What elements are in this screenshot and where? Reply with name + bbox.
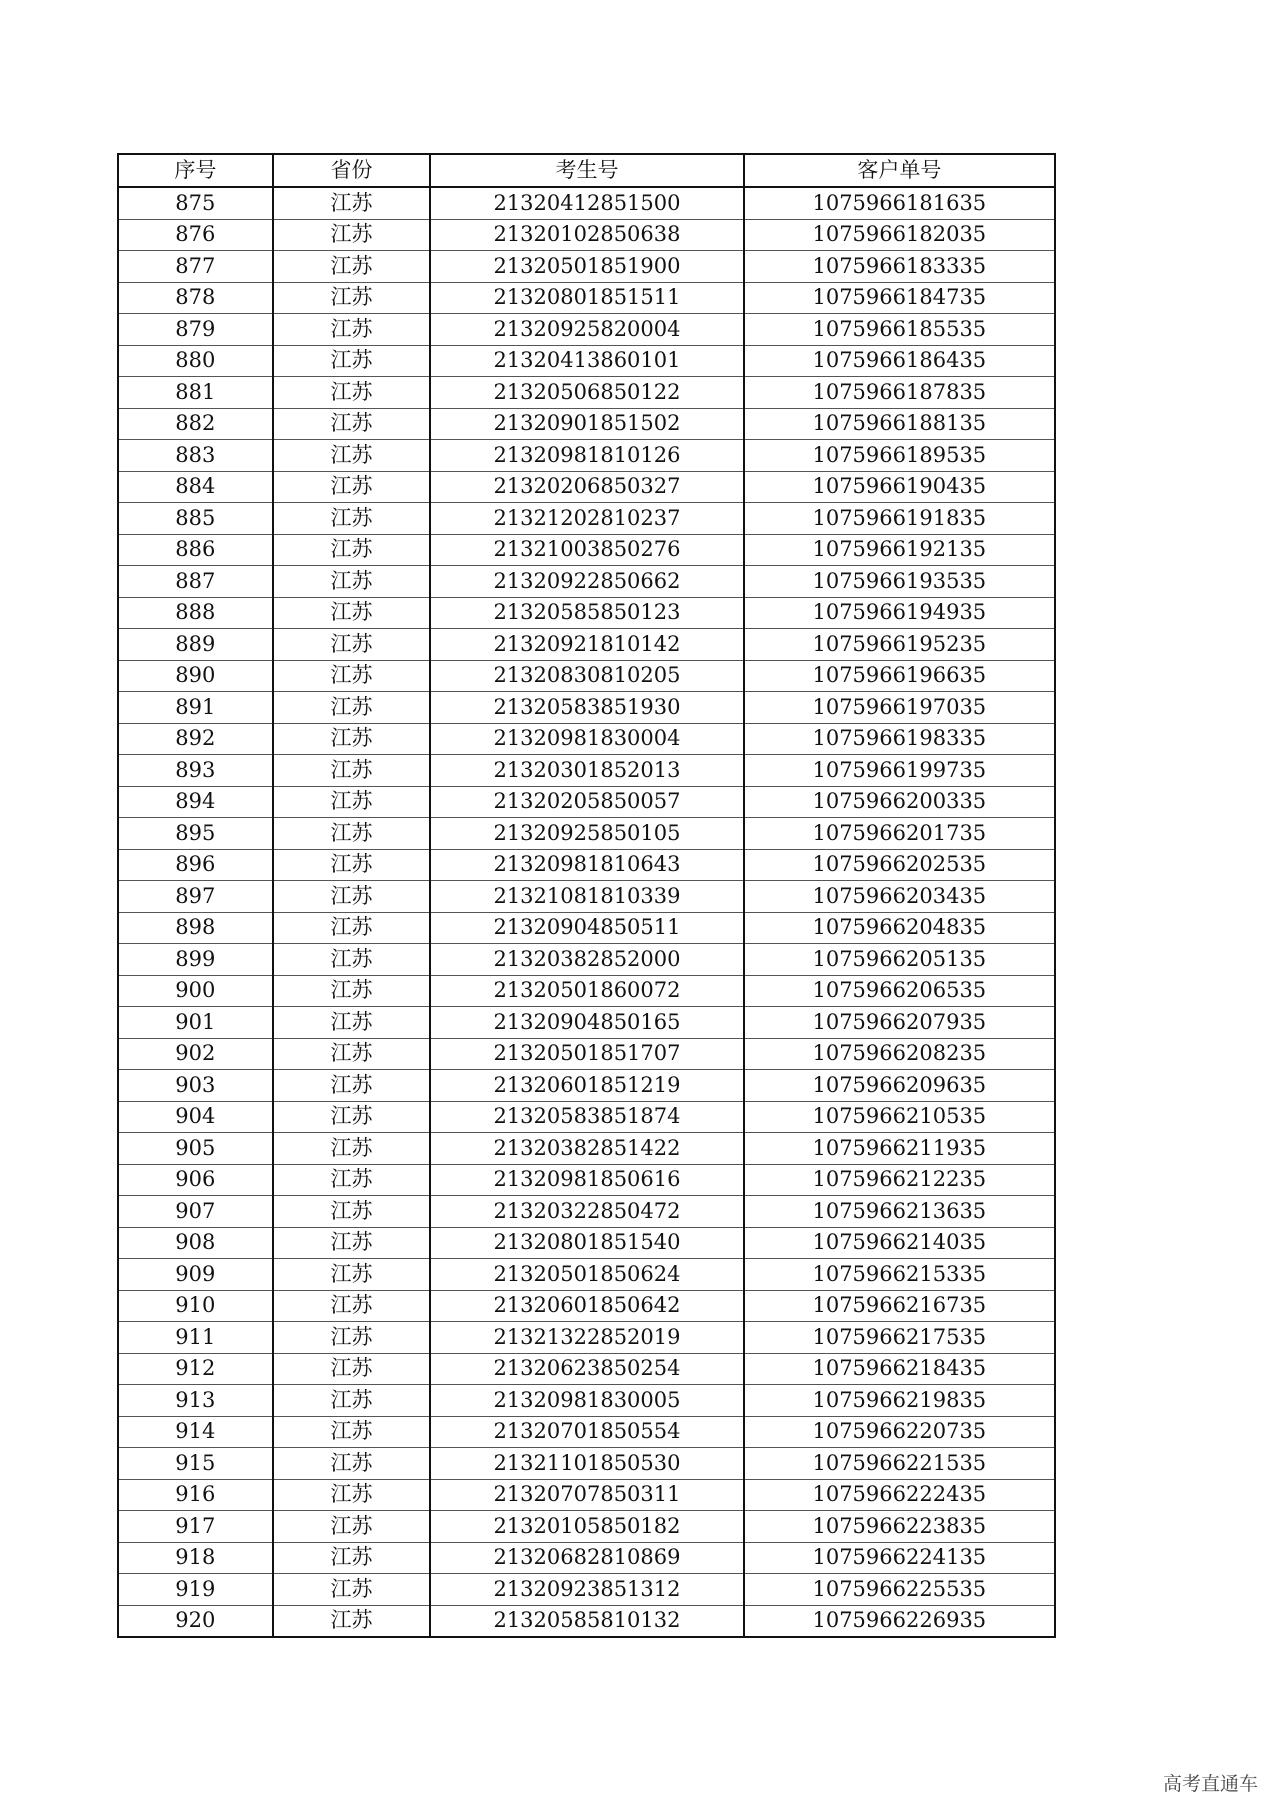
- cell-province: 江苏: [273, 818, 431, 850]
- cell-order-number: 1075966203435: [744, 881, 1055, 913]
- cell-province: 江苏: [273, 566, 431, 598]
- cell-province: 江苏: [273, 440, 431, 472]
- table-row: [118, 849, 1055, 881]
- table-row: [118, 881, 1055, 913]
- cell-order-number: 1075966221535: [744, 1448, 1055, 1480]
- cell-exam-number: 21320981830005: [430, 1385, 743, 1417]
- cell-province: 江苏: [273, 1227, 431, 1259]
- cell-exam-number: 21320981830004: [430, 723, 743, 755]
- table-row: [118, 755, 1055, 787]
- cell-province: 江苏: [273, 377, 431, 409]
- table-row: [118, 408, 1055, 440]
- cell-province: 江苏: [273, 1353, 431, 1385]
- table-row: [118, 786, 1055, 818]
- header-province: 省份: [273, 154, 431, 187]
- cell-exam-number: 21321003850276: [430, 534, 743, 566]
- cell-province: 江苏: [273, 219, 431, 251]
- table-row: [118, 1227, 1055, 1259]
- table-row: [118, 1290, 1055, 1322]
- cell-province: 江苏: [273, 1542, 431, 1574]
- cell-order-number: 1075966201735: [744, 818, 1055, 850]
- cell-order-number: 1075966212235: [744, 1164, 1055, 1196]
- cell-seq: 878: [118, 282, 273, 314]
- cell-order-number: 1075966215335: [744, 1259, 1055, 1291]
- cell-order-number: 1075966222435: [744, 1479, 1055, 1511]
- table-row: [118, 1322, 1055, 1354]
- cell-seq: 911: [118, 1322, 273, 1354]
- cell-exam-number: 21320921810142: [430, 629, 743, 661]
- cell-exam-number: 21320501860072: [430, 975, 743, 1007]
- cell-seq: 879: [118, 314, 273, 346]
- cell-exam-number: 21320322850472: [430, 1196, 743, 1228]
- cell-seq: 905: [118, 1133, 273, 1165]
- cell-order-number: 1075966192135: [744, 534, 1055, 566]
- cell-seq: 920: [118, 1605, 273, 1637]
- cell-seq: 894: [118, 786, 273, 818]
- table-row: [118, 251, 1055, 283]
- cell-order-number: 1075966187835: [744, 377, 1055, 409]
- cell-seq: 909: [118, 1259, 273, 1291]
- table-row: [118, 1448, 1055, 1480]
- table-body: [118, 187, 1055, 1637]
- cell-seq: 906: [118, 1164, 273, 1196]
- table-row: [118, 1605, 1055, 1637]
- cell-exam-number: 21320623850254: [430, 1353, 743, 1385]
- cell-province: 江苏: [273, 1574, 431, 1606]
- cell-exam-number: 21320382851422: [430, 1133, 743, 1165]
- table-row: [118, 503, 1055, 535]
- cell-order-number: 1075966186435: [744, 345, 1055, 377]
- data-table: [117, 153, 1056, 1638]
- table-row: [118, 1479, 1055, 1511]
- cell-order-number: 1075966202535: [744, 849, 1055, 881]
- cell-province: 江苏: [273, 314, 431, 346]
- table-row: [118, 1196, 1055, 1228]
- cell-order-number: 1075966198335: [744, 723, 1055, 755]
- cell-exam-number: 21321081810339: [430, 881, 743, 913]
- cell-order-number: 1075966197035: [744, 692, 1055, 724]
- cell-seq: 901: [118, 1007, 273, 1039]
- cell-seq: 885: [118, 503, 273, 535]
- cell-order-number: 1075966207935: [744, 1007, 1055, 1039]
- table-row: [118, 1101, 1055, 1133]
- cell-order-number: 1075966214035: [744, 1227, 1055, 1259]
- cell-exam-number: 21320501851900: [430, 251, 743, 283]
- cell-seq: 893: [118, 755, 273, 787]
- cell-seq: 884: [118, 471, 273, 503]
- table-row: [118, 975, 1055, 1007]
- cell-seq: 880: [118, 345, 273, 377]
- cell-order-number: 1075966189535: [744, 440, 1055, 472]
- cell-order-number: 1075966218435: [744, 1353, 1055, 1385]
- cell-exam-number: 21320506850122: [430, 377, 743, 409]
- cell-seq: 903: [118, 1070, 273, 1102]
- table-row: [118, 1038, 1055, 1070]
- cell-order-number: 1075966220735: [744, 1416, 1055, 1448]
- cell-exam-number: 21320904850165: [430, 1007, 743, 1039]
- cell-province: 江苏: [273, 1416, 431, 1448]
- cell-exam-number: 21320923851312: [430, 1574, 743, 1606]
- cell-exam-number: 21321202810237: [430, 503, 743, 535]
- cell-order-number: 1075966209635: [744, 1070, 1055, 1102]
- cell-order-number: 1075966213635: [744, 1196, 1055, 1228]
- cell-order-number: 1075966182035: [744, 219, 1055, 251]
- cell-order-number: 1075966219835: [744, 1385, 1055, 1417]
- cell-seq: 915: [118, 1448, 273, 1480]
- table-row: [118, 818, 1055, 850]
- cell-seq: 898: [118, 912, 273, 944]
- cell-province: 江苏: [273, 1322, 431, 1354]
- cell-order-number: 1075966223835: [744, 1511, 1055, 1543]
- cell-seq: 875: [118, 187, 273, 219]
- cell-exam-number: 21320925850105: [430, 818, 743, 850]
- cell-order-number: 1075966194935: [744, 597, 1055, 629]
- cell-province: 江苏: [273, 408, 431, 440]
- cell-order-number: 1075966199735: [744, 755, 1055, 787]
- cell-seq: 919: [118, 1574, 273, 1606]
- table-row: [118, 1133, 1055, 1165]
- cell-order-number: 1075966205135: [744, 944, 1055, 976]
- cell-exam-number: 21320585810132: [430, 1605, 743, 1637]
- cell-province: 江苏: [273, 282, 431, 314]
- cell-order-number: 1075966193535: [744, 566, 1055, 598]
- cell-exam-number: 21320205850057: [430, 786, 743, 818]
- cell-exam-number: 21320412851500: [430, 187, 743, 219]
- cell-seq: 914: [118, 1416, 273, 1448]
- cell-province: 江苏: [273, 1290, 431, 1322]
- table-row: [118, 723, 1055, 755]
- cell-province: 江苏: [273, 1101, 431, 1133]
- cell-seq: 896: [118, 849, 273, 881]
- cell-province: 江苏: [273, 912, 431, 944]
- watermark-text: 高考直通车: [1162, 1773, 1258, 1795]
- cell-seq: 882: [118, 408, 273, 440]
- header-order-number: 客户单号: [744, 154, 1055, 187]
- header-exam-number: 考生号: [430, 154, 743, 187]
- table-row: [118, 660, 1055, 692]
- table-row: [118, 1542, 1055, 1574]
- cell-exam-number: 21320585850123: [430, 597, 743, 629]
- table-row: [118, 597, 1055, 629]
- cell-province: 江苏: [273, 660, 431, 692]
- cell-order-number: 1075966184735: [744, 282, 1055, 314]
- cell-exam-number: 21320301852013: [430, 755, 743, 787]
- cell-seq: 902: [118, 1038, 273, 1070]
- cell-province: 江苏: [273, 534, 431, 566]
- cell-exam-number: 21321101850530: [430, 1448, 743, 1480]
- cell-province: 江苏: [273, 1259, 431, 1291]
- table-row: [118, 1353, 1055, 1385]
- cell-exam-number: 21320701850554: [430, 1416, 743, 1448]
- cell-order-number: 1075966185535: [744, 314, 1055, 346]
- cell-province: 江苏: [273, 251, 431, 283]
- cell-seq: 889: [118, 629, 273, 661]
- cell-province: 江苏: [273, 187, 431, 219]
- table-row: [118, 1385, 1055, 1417]
- cell-seq: 888: [118, 597, 273, 629]
- cell-exam-number: 21320601851219: [430, 1070, 743, 1102]
- cell-province: 江苏: [273, 345, 431, 377]
- cell-order-number: 1075966226935: [744, 1605, 1055, 1637]
- cell-seq: 907: [118, 1196, 273, 1228]
- cell-seq: 908: [118, 1227, 273, 1259]
- cell-province: 江苏: [273, 1511, 431, 1543]
- cell-order-number: 1075966191835: [744, 503, 1055, 535]
- cell-exam-number: 21320901851502: [430, 408, 743, 440]
- cell-seq: 883: [118, 440, 273, 472]
- cell-province: 江苏: [273, 1038, 431, 1070]
- cell-order-number: 1075966216735: [744, 1290, 1055, 1322]
- table-row: [118, 1070, 1055, 1102]
- cell-seq: 913: [118, 1385, 273, 1417]
- table-row: [118, 912, 1055, 944]
- cell-seq: 892: [118, 723, 273, 755]
- cell-exam-number: 21320801851540: [430, 1227, 743, 1259]
- table-row: [118, 377, 1055, 409]
- cell-exam-number: 21320830810205: [430, 660, 743, 692]
- table-header-row: [118, 154, 1055, 187]
- table-row: [118, 534, 1055, 566]
- cell-province: 江苏: [273, 1385, 431, 1417]
- cell-province: 江苏: [273, 692, 431, 724]
- table-row: [118, 1416, 1055, 1448]
- cell-exam-number: 21320206850327: [430, 471, 743, 503]
- table-row: [118, 440, 1055, 472]
- cell-province: 江苏: [273, 975, 431, 1007]
- cell-order-number: 1075966217535: [744, 1322, 1055, 1354]
- cell-province: 江苏: [273, 1164, 431, 1196]
- cell-exam-number: 21320981850616: [430, 1164, 743, 1196]
- cell-order-number: 1075966211935: [744, 1133, 1055, 1165]
- table-row: [118, 629, 1055, 661]
- cell-province: 江苏: [273, 629, 431, 661]
- cell-province: 江苏: [273, 1070, 431, 1102]
- table-row: [118, 471, 1055, 503]
- cell-exam-number: 21320413860101: [430, 345, 743, 377]
- cell-province: 江苏: [273, 1448, 431, 1480]
- cell-exam-number: 21320801851511: [430, 282, 743, 314]
- table-row: [118, 944, 1055, 976]
- cell-province: 江苏: [273, 1133, 431, 1165]
- cell-province: 江苏: [273, 1007, 431, 1039]
- cell-province: 江苏: [273, 755, 431, 787]
- cell-province: 江苏: [273, 503, 431, 535]
- cell-exam-number: 21320102850638: [430, 219, 743, 251]
- cell-exam-number: 21320682810869: [430, 1542, 743, 1574]
- cell-province: 江苏: [273, 471, 431, 503]
- cell-order-number: 1075966225535: [744, 1574, 1055, 1606]
- cell-exam-number: 21320583851874: [430, 1101, 743, 1133]
- table-row: [118, 1574, 1055, 1606]
- cell-seq: 895: [118, 818, 273, 850]
- cell-seq: 916: [118, 1479, 273, 1511]
- cell-order-number: 1075966183335: [744, 251, 1055, 283]
- table-row: [118, 1164, 1055, 1196]
- cell-province: 江苏: [273, 786, 431, 818]
- cell-order-number: 1075966204835: [744, 912, 1055, 944]
- cell-exam-number: 21320981810643: [430, 849, 743, 881]
- cell-seq: 900: [118, 975, 273, 1007]
- table-row: [118, 345, 1055, 377]
- cell-province: 江苏: [273, 881, 431, 913]
- table-row: [118, 1259, 1055, 1291]
- cell-order-number: 1075966208235: [744, 1038, 1055, 1070]
- cell-order-number: 1075966181635: [744, 187, 1055, 219]
- cell-exam-number: 21320601850642: [430, 1290, 743, 1322]
- table-row: [118, 1007, 1055, 1039]
- cell-order-number: 1075966188135: [744, 408, 1055, 440]
- table-row: [118, 314, 1055, 346]
- cell-seq: 887: [118, 566, 273, 598]
- cell-order-number: 1075966196635: [744, 660, 1055, 692]
- cell-order-number: 1075966195235: [744, 629, 1055, 661]
- cell-order-number: 1075966200335: [744, 786, 1055, 818]
- cell-province: 江苏: [273, 597, 431, 629]
- cell-order-number: 1075966224135: [744, 1542, 1055, 1574]
- table-row: [118, 566, 1055, 598]
- cell-seq: 890: [118, 660, 273, 692]
- cell-seq: 886: [118, 534, 273, 566]
- cell-seq: 910: [118, 1290, 273, 1322]
- cell-seq: 897: [118, 881, 273, 913]
- cell-province: 江苏: [273, 1196, 431, 1228]
- cell-exam-number: 21320981810126: [430, 440, 743, 472]
- cell-exam-number: 21320922850662: [430, 566, 743, 598]
- cell-seq: 904: [118, 1101, 273, 1133]
- cell-seq: 918: [118, 1542, 273, 1574]
- cell-province: 江苏: [273, 849, 431, 881]
- cell-seq: 899: [118, 944, 273, 976]
- cell-exam-number: 21320583851930: [430, 692, 743, 724]
- cell-order-number: 1075966210535: [744, 1101, 1055, 1133]
- cell-province: 江苏: [273, 944, 431, 976]
- cell-exam-number: 21320501850624: [430, 1259, 743, 1291]
- table-row: [118, 692, 1055, 724]
- cell-seq: 891: [118, 692, 273, 724]
- cell-province: 江苏: [273, 1479, 431, 1511]
- table-row: [118, 1511, 1055, 1543]
- cell-exam-number: 21320382852000: [430, 944, 743, 976]
- cell-order-number: 1075966190435: [744, 471, 1055, 503]
- cell-seq: 912: [118, 1353, 273, 1385]
- table-row: [118, 282, 1055, 314]
- cell-exam-number: 21320904850511: [430, 912, 743, 944]
- cell-order-number: 1075966206535: [744, 975, 1055, 1007]
- cell-seq: 877: [118, 251, 273, 283]
- cell-province: 江苏: [273, 1605, 431, 1637]
- cell-exam-number: 21320707850311: [430, 1479, 743, 1511]
- cell-exam-number: 21321322852019: [430, 1322, 743, 1354]
- cell-exam-number: 21320925820004: [430, 314, 743, 346]
- cell-province: 江苏: [273, 723, 431, 755]
- table-row: [118, 219, 1055, 251]
- cell-exam-number: 21320105850182: [430, 1511, 743, 1543]
- cell-seq: 917: [118, 1511, 273, 1543]
- cell-exam-number: 21320501851707: [430, 1038, 743, 1070]
- cell-seq: 876: [118, 219, 273, 251]
- table-row: [118, 187, 1055, 219]
- cell-seq: 881: [118, 377, 273, 409]
- header-seq: 序号: [118, 154, 273, 187]
